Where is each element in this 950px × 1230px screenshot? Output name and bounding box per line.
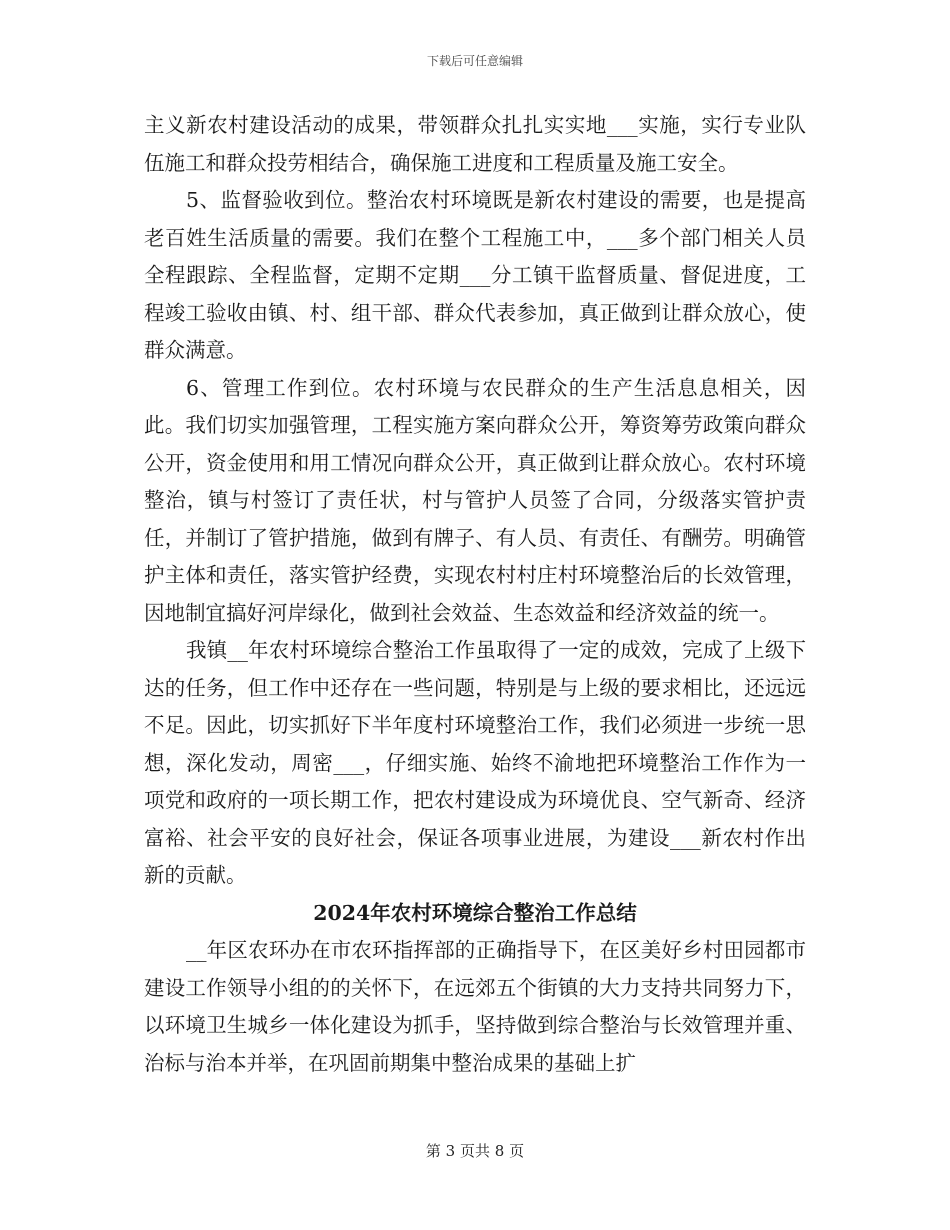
paragraph-conclusion: 我镇__年农村环境综合整治工作虽取得了一定的成效，完成了上级下达的任务，但工作中还存在一些问题，特别是与上级的要求相比，还远远不足。因此，切实抓好下半年度村环境整治工作，我们必须进一步统一思想，深化发动，周密___，仔细实施、始终不渝地把环境整治工作作为一项党和政府的一项长期工作，把农村建设成为环境优良、空气新奇、经济富裕、社会平安的良好社会，保证各项事业进展，为建设___新农村作出新的贡献。 [144, 638, 806, 887]
document-body [144, 107, 806, 1082]
paragraph-section-intro: __年区农环办在市农环指挥部的正确指导下，在区美好乡村田园都市建设工作领导小组的的关怀下，在远郊五个街镇的大力支持共同努力下，以环境卫生城乡一体化建设为抓手，坚持做到综合整治与长效管理并重、治标与治本并举，在巩固前期集中整治成果的基础上扩 [144, 938, 806, 1075]
paragraph-supervision: 5、监督验收到位。整治农村环境既是新农村建设的需要，也是提高老百姓生活质量的需要。我们在整个工程施工中，___多个部门相关人员全程跟踪、全程监督，定期不定期___分工镇干监督质量、督促进度，工程竣工验收由镇、村、组干部、群众代表参加，真正做到让群众放心，使群众满意。 [144, 188, 806, 362]
paragraph-continuation: 主义新农村建设活动的成果，带领群众扎扎实实地___实施，实行专业队伍施工和群众投劳相结合，确保施工进度和工程质量及施工安全。 [144, 113, 806, 175]
paragraph-management: 6、管理工作到位。农村环境与农民群众的生产生活息息相关，因此。我们切实加强管理，工程实施方案向群众公开，筹资筹劳政策向群众公开，资金使用和用工情况向群众公开，真正做到让群众放心。农村环境整治，镇与村签订了责任状，村与管护人员签了合同，分级落实管护责任，并制订了管护措施，做到有牌子、有人员、有责任、有酬劳。明确管护主体和责任，落实管护经费，实现农村村庄村环境整治后的长效管理，因地制宜搞好河岸绿化，做到社会效益、生态效益和经济效益的统一。 [144, 375, 806, 625]
page-footer: 第 3 页共 8 页 [425, 1142, 525, 1160]
page-header: 下载后可任意编辑 [426, 54, 523, 68]
section-title: 2024年农村环境综合整治工作总结 [313, 900, 637, 925]
